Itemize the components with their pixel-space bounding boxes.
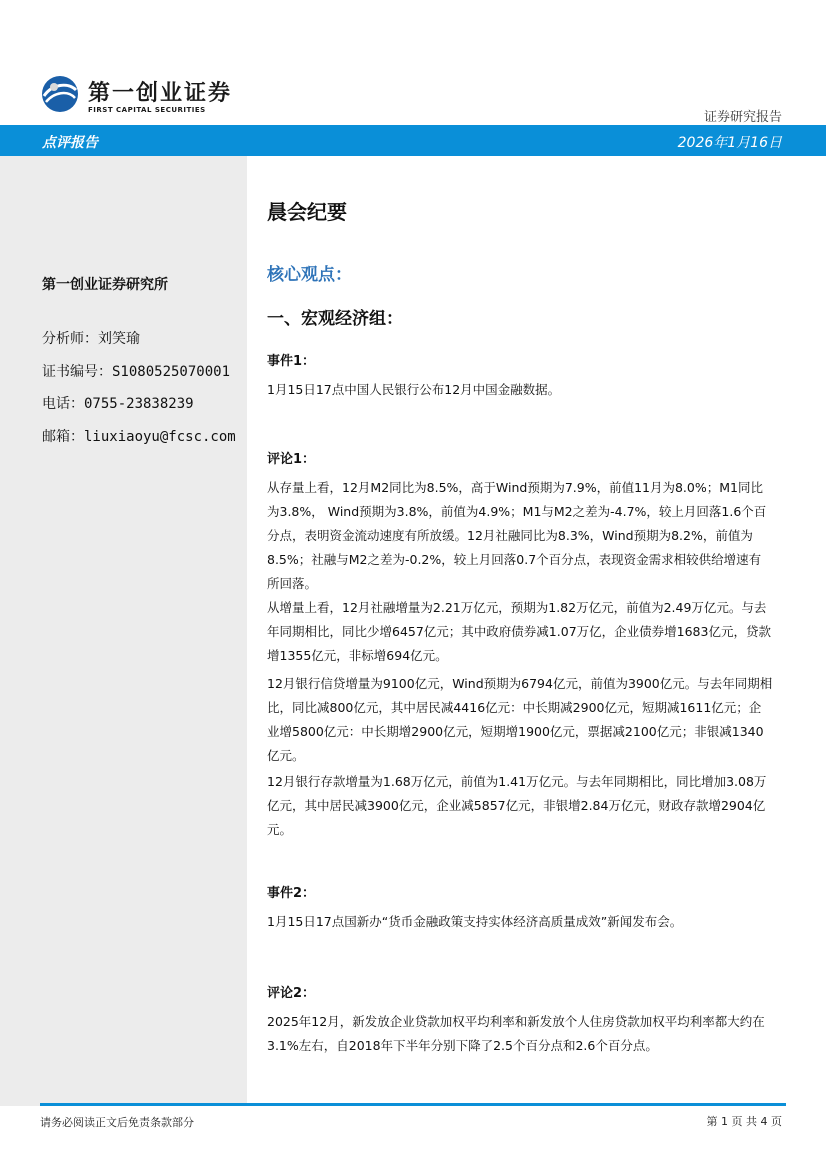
page-number: 第 1 页 共 4 页 — [706, 1115, 782, 1128]
report-header — [0, 0, 826, 160]
comment2-label: 评论2： — [267, 986, 316, 1001]
event2-label: 事件2： — [267, 886, 316, 901]
company-logo — [40, 74, 270, 122]
sidebar — [0, 156, 247, 1106]
event1-label: 事件1： — [267, 354, 316, 369]
comment1-paragraph-1: 从存量上看，12月M2同比为8.5%，高于Wind预期为7.9%，前值11月为8.0%；M1同比为3.8%， Wind预期为3.8%，前值为4.9%；M1与M2之差为-4.7%，较上月回落1.6个百分点，表明资金流动速度有所放缓。12月社融同比为8.3%，Wind预期为8.2%，前值为8.5%；社融与M2之差为-0.2%，较上月回落0.7个百分点，表现资金需求相较供给增速有所回落。 — [267, 480, 767, 591]
report-type-label: 证券研究报告 — [703, 110, 782, 125]
footer-divider — [40, 1103, 786, 1106]
comment1-paragraph-3: 12月银行信贷增量为9100亿元，Wind预期为6794亿元，前值为3900亿元。与去年同期相比，同比减800亿元，其中居民减4416亿元：中长期减2900亿元，短期减1611亿元；企业增5800亿元：中长期增2900亿元，短期增1900亿元，票据减2100亿元；非银减1340亿元。 — [267, 676, 773, 763]
footer-disclaimer: 请务必阅读正文后免责条款部分 — [40, 1116, 194, 1129]
comment1-label: 评论1： — [267, 452, 316, 467]
logo-chinese-name: 第一创业证券 — [88, 80, 233, 106]
comment1-paragraph-4: 12月银行存款增量为1.68万亿元，前值为1.41万亿元。与去年同期相比，同比增加3.08万亿元，其中居民减3900亿元，企业减5857亿元，非银增2.84万亿元，财政存款增2904亿元。 — [267, 774, 767, 837]
globe-logo-icon — [40, 74, 80, 114]
report-date: 2026年1月16日 — [677, 135, 782, 151]
section-heading-macro: 一、宏观经济组： — [267, 309, 403, 329]
institute-name: 第一创业证券研究所 — [42, 277, 168, 293]
event1-text: 1月15日17点中国人民银行公布12月中国金融数据。 — [267, 382, 561, 397]
event2-text: 1月15日17点国新办“货币金融政策支持实体经济高质量成效”新闻发布会。 — [267, 914, 683, 929]
page-title: 晨会纪要 — [267, 200, 347, 224]
header-band — [0, 125, 826, 156]
comment2-paragraph-1: 2025年12月，新发放企业贷款加权平均利率和新发放个人住房贷款加权平均利率都大约在3.1%左右，自2018年下半年分别下降了2.5个百分点和2.6个百分点。 — [267, 1014, 765, 1053]
core-views-heading: 核心观点： — [267, 265, 352, 285]
logo-english-name: FIRST CAPITAL SECURITIES — [88, 106, 206, 114]
comment1-paragraph-2: 从增量上看，12月社融增量为2.21万亿元，预期为1.82万亿元，前值为2.49万亿元。与去年同期相比，同比少增6457亿元；其中政府债券减1.07万亿，企业债券增1683亿元，贷款增1355亿元，非标增694亿元。 — [267, 600, 771, 663]
analyst-name: 分析师：刘笑瑜 — [42, 331, 140, 347]
report-category: 点评报告 — [42, 135, 98, 151]
certificate-number: 证书编号：S1080525070001 — [42, 364, 231, 380]
email-address[interactable]: 邮箱：liuxiaoyu@fcsc.com — [42, 429, 236, 445]
phone-number: 电话：0755-23838239 — [42, 396, 194, 412]
